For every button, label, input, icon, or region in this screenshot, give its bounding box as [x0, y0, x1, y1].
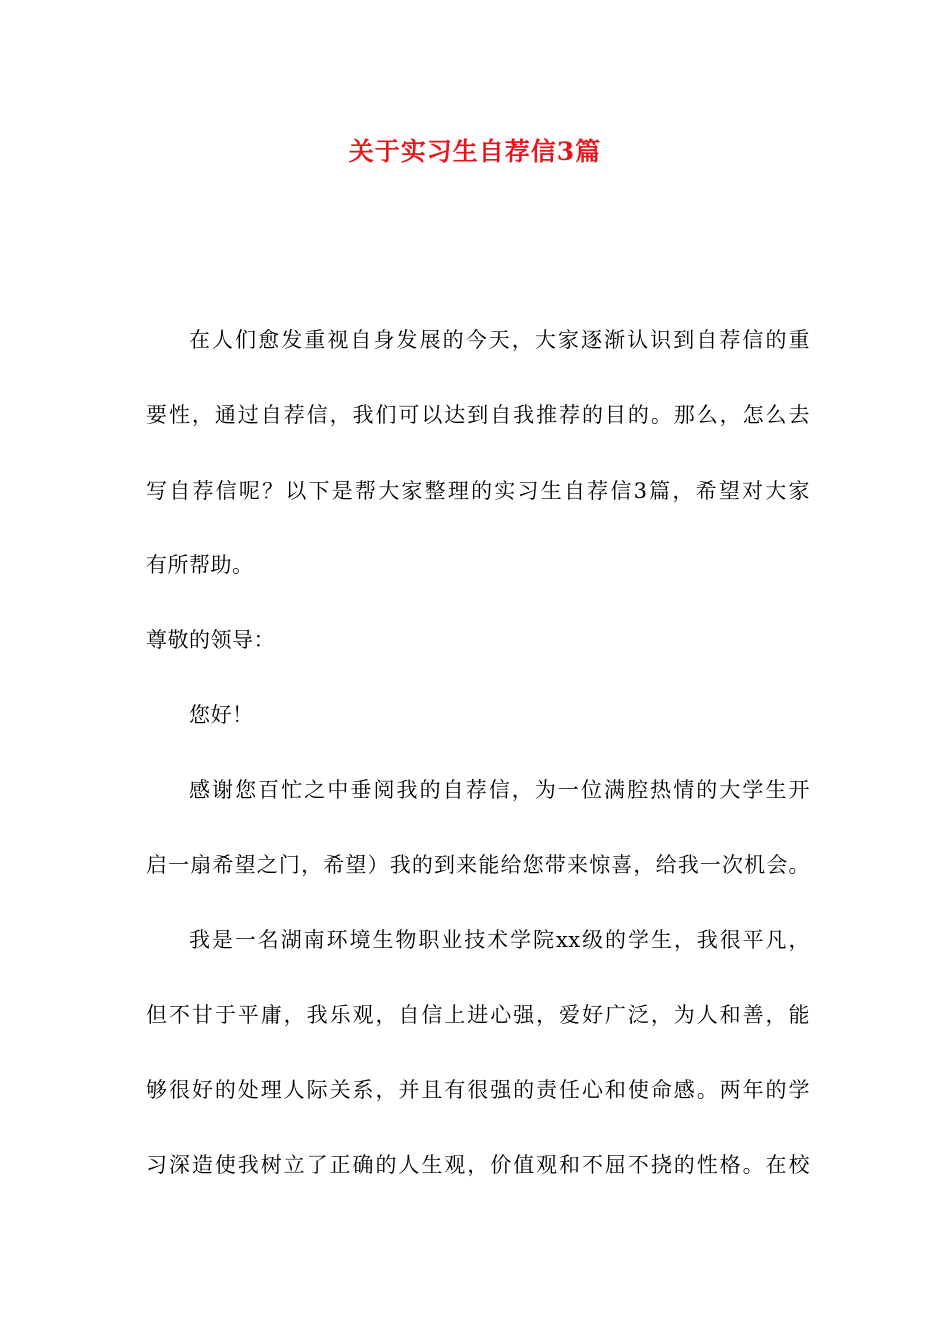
- paragraph-line: 有所帮助。: [146, 553, 254, 577]
- paragraph-line: 习深造使我树立了正确的人生观，价值观和不屈不挠的性格。在校: [146, 1153, 810, 1177]
- salutation: 尊敬的领导：: [146, 628, 275, 652]
- paragraph-line: 启一扇希望之门，希望）我的到来能给您带来惊喜，给我一次机会。: [146, 853, 810, 877]
- paragraph-line: 感谢您百忙之中垂阅我的自荐信，为一位满腔热情的大学生开: [189, 778, 810, 802]
- paragraph-line: 要性，通过自荐信，我们可以达到自我推荐的目的。那么，怎么去: [146, 403, 810, 427]
- paragraph-line: 写自荐信呢？以下是帮大家整理的实习生自荐信3篇，希望对大家: [146, 479, 810, 503]
- document-title: 关于实习生自荐信3篇: [348, 137, 602, 166]
- paragraph-line: 但不甘于平庸，我乐观，自信上进心强，爱好广泛，为人和善，能: [146, 1003, 810, 1027]
- greeting: 您好！: [189, 703, 254, 727]
- paragraph-line: 够很好的处理人际关系，并且有很强的责任心和使命感。两年的学: [146, 1078, 810, 1102]
- paragraph-line: 在人们愈发重视自身发展的今天，大家逐渐认识到自荐信的重: [189, 328, 810, 352]
- paragraph-line: 我是一名湖南环境生物职业技术学院xx级的学生，我很平凡，: [189, 928, 810, 952]
